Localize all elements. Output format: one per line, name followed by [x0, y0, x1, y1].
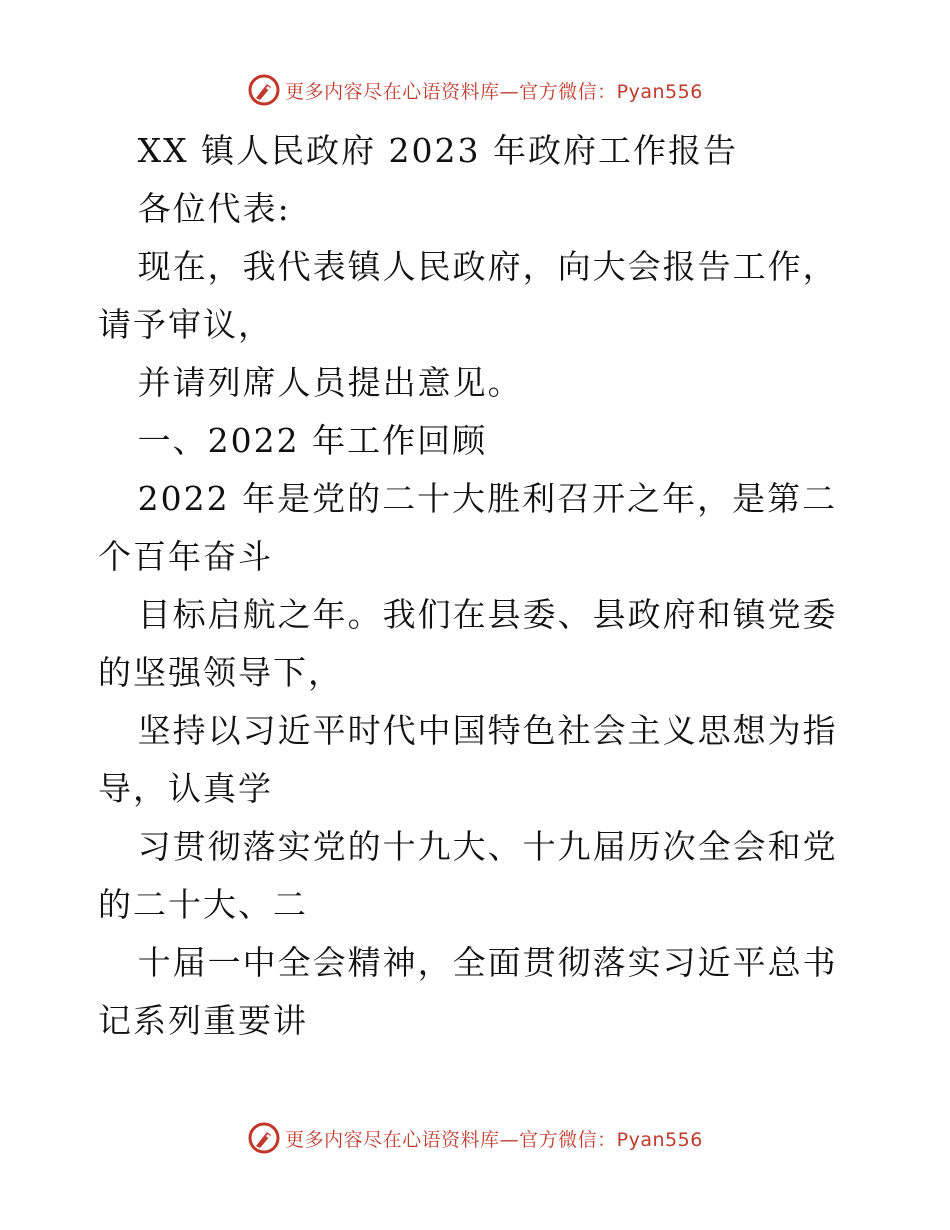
document-title: XX 镇人民政府 2023 年政府工作报告	[137, 131, 739, 170]
paragraph: 现在，我代表镇人民政府，向大会报告工作，请予审议，	[98, 247, 838, 344]
paragraph: 2022 年是党的二十大胜利召开之年，是第二个百年奋斗	[98, 479, 838, 576]
paragraph: 习贯彻落实党的十九大、十九届历次全会和党的二十大、二	[98, 827, 838, 924]
paragraph: 各位代表:	[137, 189, 291, 228]
banner-text: 更多内容尽在心语资料库—官方微信：Pyan556	[285, 80, 703, 103]
document-body	[98, 122, 858, 1050]
paragraph: 并请列席人员提出意见。	[137, 363, 523, 402]
footer-banner	[0, 1118, 950, 1158]
pen-nib-logo-icon	[247, 73, 281, 107]
banner-text: 更多内容尽在心语资料库—官方微信：Pyan556	[285, 1128, 703, 1151]
paragraph: 十届一中全会精神，全面贯彻落实习近平总书记系列重要讲	[98, 943, 838, 1040]
paragraph: 目标启航之年。我们在县委、县政府和镇党委的坚强领导下，	[98, 595, 838, 692]
pen-nib-logo-icon	[247, 1121, 281, 1155]
paragraph: 坚持以习近平时代中国特色社会主义思想为指导，认真学	[98, 711, 838, 808]
header-banner	[0, 70, 950, 110]
section-heading: 一、2022 年工作回顾	[137, 421, 488, 460]
